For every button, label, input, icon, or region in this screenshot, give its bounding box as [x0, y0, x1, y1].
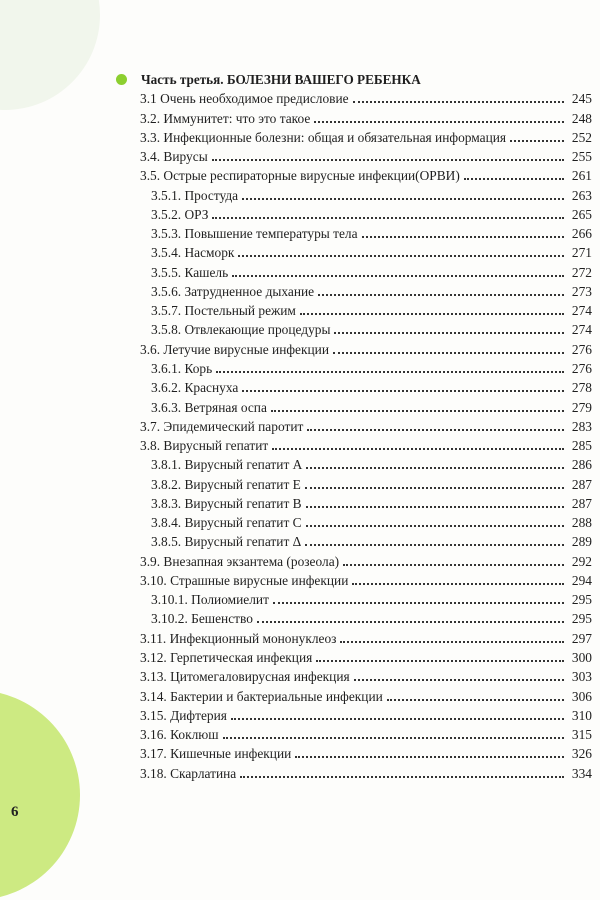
- toc-entry-title: 3.2. Иммунитет: что это такое: [140, 110, 311, 126]
- toc-entry-title: 3.6.1. Корь: [151, 360, 213, 376]
- toc-entry-page: 263: [571, 187, 592, 203]
- toc-entry: [118, 281, 592, 300]
- dot-leader: [305, 544, 564, 546]
- toc-entry: [118, 88, 592, 107]
- toc-entry-title: 3.7. Эпидемический паротит: [140, 418, 304, 434]
- toc-entry-page: 272: [571, 264, 592, 280]
- toc-entries: [118, 88, 592, 782]
- toc-entry-page: 306: [571, 688, 592, 704]
- toc-entry-page: 271: [571, 245, 592, 261]
- toc-entry-title: 3.18. Скарлатина: [140, 765, 237, 781]
- toc-entry-title: 3.6.3. Ветряная оспа: [151, 399, 267, 415]
- dot-leader: [272, 448, 564, 450]
- toc-entry: [118, 416, 592, 435]
- toc-entry: [118, 724, 592, 743]
- toc-entry: [118, 435, 592, 454]
- dot-leader: [242, 390, 564, 392]
- toc-entry-title: 3.10. Страшные вирусные инфекции: [140, 572, 349, 588]
- dot-leader: [257, 621, 564, 623]
- toc-entry-title: 3.10.2. Бешенство: [151, 611, 253, 627]
- toc-entry-title: 3.5.8. Отвлекающие процедуры: [151, 322, 331, 338]
- toc-entry: [118, 377, 592, 396]
- toc-entry-page: 300: [571, 649, 592, 665]
- toc-entry-page: 273: [571, 283, 592, 299]
- toc-entry-title: 3.10.1. Полиомиелит: [151, 592, 269, 608]
- table-of-contents: [118, 66, 592, 782]
- toc-entry: [118, 319, 592, 338]
- toc-entry-title: 3.8.1. Вирусный гепатит А: [151, 457, 303, 473]
- toc-entry-page: 285: [571, 438, 592, 454]
- dot-leader: [333, 352, 564, 354]
- toc-entry-title: 3.4. Вирусы: [140, 149, 208, 165]
- toc-entry: [118, 647, 592, 666]
- dot-leader: [352, 583, 564, 585]
- toc-heading-row: [118, 66, 592, 88]
- dot-leader: [300, 313, 564, 315]
- dot-leader: [318, 294, 564, 296]
- dot-leader: [240, 776, 564, 778]
- toc-entry-title: 3.5.3. Повышение температуры тела: [151, 226, 358, 242]
- toc-entry-page: 276: [571, 360, 592, 376]
- toc-entry-title: 3.6.2. Краснуха: [151, 380, 239, 396]
- dot-leader: [216, 371, 564, 373]
- toc-entry: [118, 338, 592, 357]
- toc-entry-page: 288: [571, 515, 592, 531]
- toc-entry: [118, 666, 592, 685]
- toc-entry-page: 326: [571, 746, 592, 762]
- decorative-circle-bottom: [0, 690, 80, 900]
- toc-entry-page: 315: [571, 727, 592, 743]
- page-number: 6: [11, 804, 19, 820]
- toc-entry: [118, 627, 592, 646]
- toc-entry-page: 245: [571, 91, 592, 107]
- dot-leader: [314, 121, 564, 123]
- toc-entry-page: 294: [571, 572, 592, 588]
- green-bullet-icon: [116, 74, 127, 85]
- toc-entry-title: 3.5.1. Простуда: [151, 187, 239, 203]
- toc-entry-title: 3.1 Очень необходимое предисловие: [140, 91, 349, 107]
- dot-leader: [305, 487, 564, 489]
- dot-leader: [340, 641, 564, 643]
- toc-entry-page: 295: [571, 611, 592, 627]
- dot-leader: [334, 332, 564, 334]
- toc-entry-title: 3.5. Острые респираторные вирусные инфекции(ОРВИ): [140, 168, 460, 184]
- toc-entry: [118, 242, 592, 261]
- toc-entry-page: 279: [571, 399, 592, 415]
- toc-entry-page: 255: [571, 149, 592, 165]
- dot-leader: [387, 699, 564, 701]
- toc-entry-page: 297: [571, 630, 592, 646]
- toc-entry: [118, 570, 592, 589]
- dot-leader: [232, 275, 564, 277]
- toc-entry-title: 3.6. Летучие вирусные инфекции: [140, 341, 329, 357]
- dot-leader: [212, 159, 564, 161]
- toc-entry-page: 287: [571, 495, 592, 511]
- dot-leader: [316, 660, 564, 662]
- toc-entry-title: 3.8.5. Вирусный гепатит Δ: [151, 534, 302, 550]
- toc-entry: [118, 705, 592, 724]
- toc-entry-title: 3.8. Вирусный гепатит: [140, 438, 269, 454]
- dot-leader: [510, 140, 564, 142]
- toc-entry-title: 3.14. Бактерии и бактериальные инфекции: [140, 688, 383, 704]
- toc-heading: Часть третья. БОЛЕЗНИ ВАШЕГО РЕБЕНКА: [141, 72, 421, 87]
- toc-entry: [118, 493, 592, 512]
- toc-entry-page: 292: [571, 553, 592, 569]
- toc-entry: [118, 107, 592, 126]
- toc-entry: [118, 589, 592, 608]
- toc-entry-title: 3.8.3. Вирусный гепатит В: [151, 495, 302, 511]
- toc-entry: [118, 608, 592, 627]
- toc-entry: [118, 127, 592, 146]
- dot-leader: [231, 718, 564, 720]
- toc-entry-page: 278: [571, 380, 592, 396]
- toc-entry: [118, 531, 592, 550]
- dot-leader: [307, 429, 564, 431]
- toc-entry-page: 248: [571, 110, 592, 126]
- toc-entry: [118, 300, 592, 319]
- toc-entry-title: 3.5.7. Постельный режим: [151, 303, 296, 319]
- dot-leader: [464, 178, 564, 180]
- toc-entry-page: 266: [571, 226, 592, 242]
- toc-entry: [118, 358, 592, 377]
- dot-leader: [242, 198, 564, 200]
- toc-entry-page: 289: [571, 534, 592, 550]
- toc-entry-title: 3.5.4. Насморк: [151, 245, 235, 261]
- toc-entry-page: 261: [571, 168, 592, 184]
- toc-entry-page: 287: [571, 476, 592, 492]
- dot-leader: [295, 756, 564, 758]
- toc-entry-title: 3.8.2. Вирусный гепатит Е: [151, 476, 301, 492]
- toc-entry-title: 3.16. Коклюш: [140, 727, 219, 743]
- toc-entry-title: 3.11. Инфекционный мононуклеоз: [140, 630, 337, 646]
- toc-entry: [118, 184, 592, 203]
- dot-leader: [353, 101, 564, 103]
- toc-entry-page: 274: [571, 322, 592, 338]
- toc-entry-title: 3.12. Герпетическая инфекция: [140, 649, 313, 665]
- toc-entry: [118, 223, 592, 242]
- dot-leader: [343, 564, 564, 566]
- toc-entry-page: 276: [571, 341, 592, 357]
- toc-entry-page: 274: [571, 303, 592, 319]
- toc-entry: [118, 146, 592, 165]
- decorative-circle-top: [0, 0, 100, 110]
- dot-leader: [362, 236, 564, 238]
- toc-entry-title: 3.5.6. Затрудненное дыхание: [151, 283, 315, 299]
- toc-entry-page: 283: [571, 418, 592, 434]
- toc-entry-title: 3.15. Дифтерия: [140, 707, 227, 723]
- toc-entry: [118, 204, 592, 223]
- toc-entry: [118, 261, 592, 280]
- toc-entry-page: 265: [571, 206, 592, 222]
- dot-leader: [212, 217, 564, 219]
- toc-entry-page: 334: [571, 765, 592, 781]
- toc-entry-title: 3.5.5. Кашель: [151, 264, 229, 280]
- toc-entry-page: 310: [571, 707, 592, 723]
- toc-entry: [118, 396, 592, 415]
- dot-leader: [306, 525, 564, 527]
- toc-entry: [118, 762, 592, 781]
- dot-leader: [271, 410, 564, 412]
- dot-leader: [306, 506, 564, 508]
- toc-entry-page: 303: [571, 669, 592, 685]
- dot-leader: [306, 467, 564, 469]
- dot-leader: [273, 602, 564, 604]
- toc-entry-title: 3.17. Кишечные инфекции: [140, 746, 292, 762]
- toc-entry-title: 3.9. Внезапная экзантема (розеола): [140, 553, 340, 569]
- toc-entry-page: 295: [571, 592, 592, 608]
- dot-leader: [223, 737, 564, 739]
- toc-entry-title: 3.8.4. Вирусный гепатит С: [151, 515, 302, 531]
- toc-entry: [118, 512, 592, 531]
- toc-entry-page: 252: [571, 129, 592, 145]
- toc-entry-page: 286: [571, 457, 592, 473]
- toc-entry: [118, 165, 592, 184]
- dot-leader: [238, 255, 564, 257]
- toc-entry: [118, 743, 592, 762]
- toc-entry: [118, 473, 592, 492]
- toc-entry-title: 3.3. Инфекционные болезни: общая и обязательная информация: [140, 129, 507, 145]
- toc-entry: [118, 454, 592, 473]
- toc-entry-title: 3.13. Цитомегаловирусная инфекция: [140, 669, 350, 685]
- toc-entry-title: 3.5.2. ОРЗ: [151, 206, 209, 222]
- dot-leader: [354, 679, 564, 681]
- toc-entry: [118, 685, 592, 704]
- toc-entry: [118, 550, 592, 569]
